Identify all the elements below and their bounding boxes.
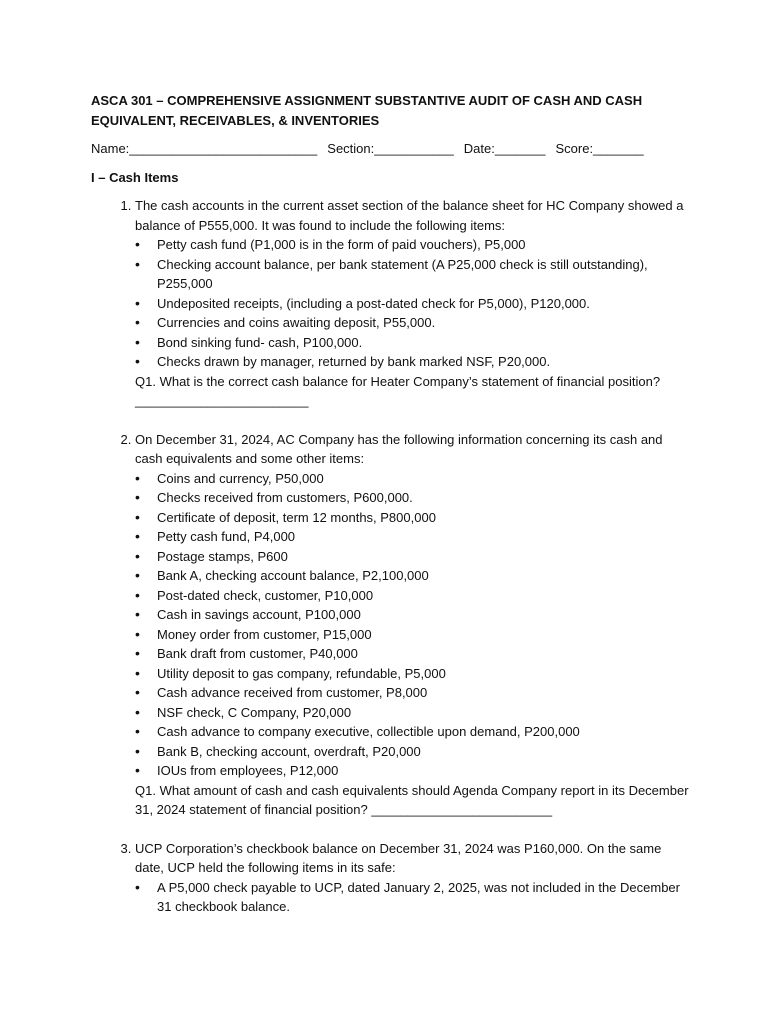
list-item: • Cash advance received from customer, P8,000 [157, 683, 691, 703]
list-item: • Bond sinking fund- cash, P100,000. [157, 333, 691, 353]
list-item: • Checks drawn by manager, returned by bank marked NSF, P20,000. [157, 352, 691, 372]
section-heading: I – Cash Items [91, 169, 179, 185]
list-item: • Money order from customer, P15,000 [157, 625, 691, 645]
list-item: • A P5,000 check payable to UCP, dated January 2, 2025, was not included in the December 31 checkbook balance. [157, 878, 691, 917]
document-title: ASCA 301 – COMPREHENSIVE ASSIGNMENT SUBSTANTIVE AUDIT OF CASH AND CASH EQUIVALENT, RECEIVABLES, & INVENTORIES [91, 93, 643, 128]
section-field[interactable]: Section:___________ [327, 141, 454, 156]
document-page [91, 91, 691, 936]
question-item [135, 839, 691, 917]
list-item: • Coins and currency, P50,000 [157, 469, 691, 489]
item-list [135, 878, 691, 917]
item-list [135, 469, 691, 781]
question-prompt: Q1. What amount of cash and cash equivalents should Agenda Company report in its December 31, 2024 statement of financial position? _________________________ [135, 782, 689, 817]
list-item: • Bank A, checking account balance, P2,100,000 [157, 566, 691, 586]
question-intro: 3. UCP Corporation’s checkbook balance on December 31, 2024 was P160,000. On the same date, UCP held the following items in its safe: [135, 840, 662, 875]
question-intro: 2. On December 31, 2024, AC Company has the following information concerning its cash and cash equivalents and some other items: [135, 431, 663, 466]
list-item: • Bank draft from customer, P40,000 [157, 644, 691, 664]
student-info-line [91, 139, 691, 159]
list-item: • Certificate of deposit, term 12 months, P800,000 [157, 508, 691, 528]
name-field[interactable]: Name:__________________________ [91, 141, 318, 156]
list-item: • Cash in savings account, P100,000 [157, 605, 691, 625]
list-item: • Postage stamps, P600 [157, 547, 691, 567]
list-item: • Currencies and coins awaiting deposit, P55,000. [157, 313, 691, 333]
question-prompt: Q1. What is the correct cash balance for Heater Company’s statement of financial position? [135, 373, 661, 389]
list-item: • NSF check, C Company, P20,000 [157, 703, 691, 723]
question-item [135, 196, 691, 411]
question-item [135, 430, 691, 820]
list-item: • Checks received from customers, P600,000. [157, 488, 691, 508]
list-item: • Bank B, checking account, overdraft, P20,000 [157, 742, 691, 762]
list-item: • Post-dated check, customer, P10,000 [157, 586, 691, 606]
list-item: • Cash advance to company executive, collectible upon demand, P200,000 [157, 722, 691, 742]
question-list [91, 196, 691, 917]
date-field[interactable]: Date:_______ [463, 141, 546, 156]
list-item: • Undeposited receipts, (including a post-dated check for P5,000), P120,000. [157, 294, 691, 314]
list-item: • Petty cash fund, P4,000 [157, 527, 691, 547]
list-item: • Checking account balance, per bank statement (A P25,000 check is still outstanding), P255,000 [157, 255, 691, 294]
list-item: • Utility deposit to gas company, refundable, P5,000 [157, 664, 691, 684]
score-field[interactable]: Score:_______ [555, 141, 644, 156]
list-item: • Petty cash fund (P1,000 is in the form of paid vouchers), P5,000 [157, 235, 691, 255]
answer-blank[interactable]: ________________________ [135, 393, 309, 408]
question-intro: 1. The cash accounts in the current asset section of the balance sheet for HC Company showed a balance of P555,000. It was found to include the following items: [135, 198, 684, 233]
item-list [135, 235, 691, 372]
list-item: • IOUs from employees, P12,000 [157, 761, 691, 781]
